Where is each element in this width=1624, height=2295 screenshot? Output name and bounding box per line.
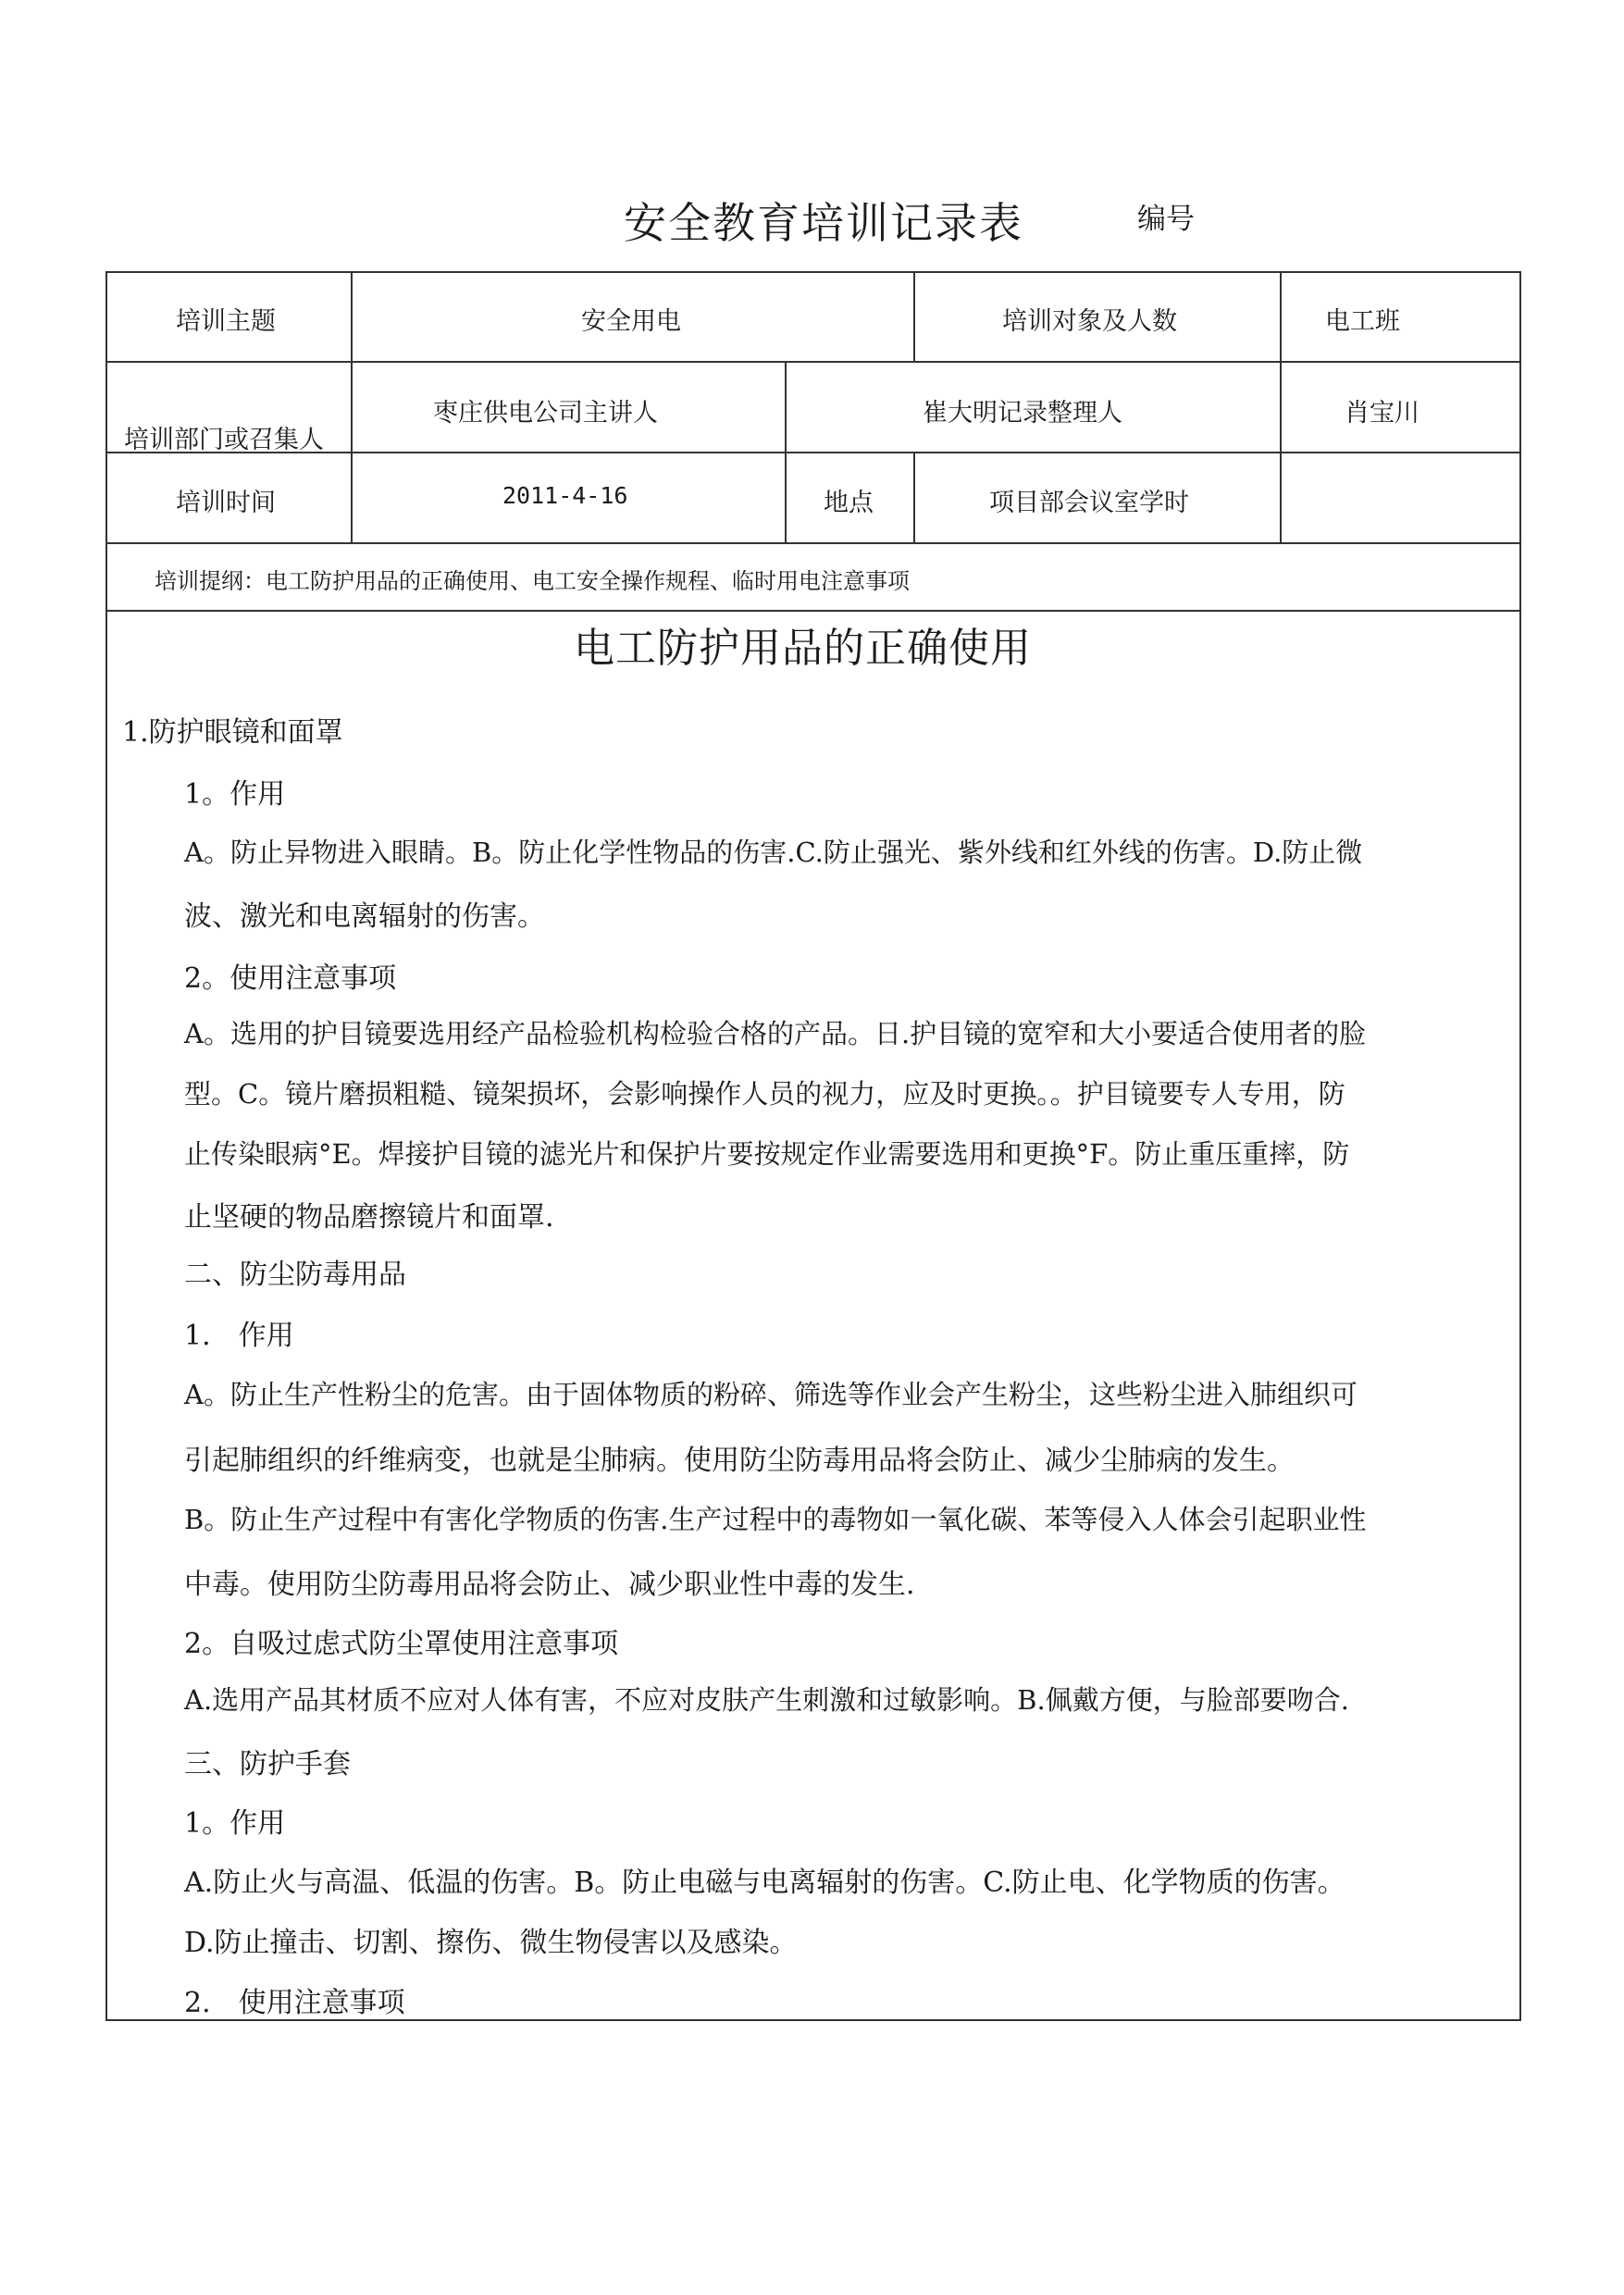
row-divider [105, 542, 1521, 544]
recorder-value: 崔大明记录整理人 [923, 399, 1122, 428]
body-line: A。防止异物进入眼睛。B。防止化学性物品的伤害.C.防止强光、紫外线和红外线的伤害。D.防止微 [184, 837, 1363, 868]
time-value: 2011-4-16 [502, 482, 628, 509]
body-line: 2. 使用注意事项 [184, 1987, 405, 2019]
department-value: 枣庄供电公司主讲人 [433, 399, 658, 428]
section-title: 电工防护用品的正确使用 [574, 625, 1032, 672]
body-line: 二、防尘防毒用品 [184, 1259, 406, 1291]
department-label: 培训部门或召集人 [124, 426, 324, 454]
training-outline: 培训提纲：电工防护用品的正确使用、电工安全操作规程、临时用电注意事项 [155, 568, 910, 594]
body-line: 1。作用 [184, 778, 286, 811]
body-line: A。选用的护目镜要选用经产品检验机构检验合格的产品。日.护目镜的宽窄和大小要适合使用者的脸 [184, 1018, 1367, 1049]
column-divider [1280, 271, 1282, 542]
column-divider [785, 361, 787, 542]
serial-number-label: 编号 [1137, 203, 1195, 236]
body-line: A。防止生产性粉尘的危害。由于固体物质的粉碎、筛选等作业会产生粉尘，这些粉尘进入肺组织可 [184, 1379, 1357, 1410]
body-line: 引起肺组织的纤维病变，也就是尘肺病。使用防尘防毒用品将会防止、减少尘肺病的发生。 [184, 1445, 1295, 1477]
body-line: 止坚硬的物品磨擦镜片和面罩. [184, 1201, 554, 1234]
body-line: D.防止撞击、切割、擦伤、微生物侵害以及感染。 [184, 1927, 798, 1959]
topic-value: 安全用电 [581, 307, 681, 336]
column-divider [913, 452, 915, 542]
topic-label: 培训主题 [176, 307, 276, 336]
organizer-value: 肖宝川 [1345, 399, 1419, 428]
page-title: 安全教育培训记录表 [624, 198, 1023, 248]
audience-label: 培训对象及人数 [1002, 307, 1177, 336]
body-line: 中毒。使用防尘防毒用品将会防止、减少职业性中毒的发生. [184, 1569, 915, 1601]
body-line: A.选用产品其材质不应对人体有害，不应对皮肤产生刺激和过敏影响。B.佩戴方便，与脸部要吻合. [184, 1684, 1349, 1716]
body-line: B。防止生产过程中有害化学物质的伤害.生产过程中的毒物如一氧化碳、苯等侵入人体会引起职业性 [184, 1504, 1367, 1535]
body-line: 1. 作用 [184, 1320, 294, 1352]
body-line: 2。自吸过虑式防尘罩使用注意事项 [184, 1628, 619, 1660]
body-line: 三、防护手套 [184, 1748, 351, 1780]
body-line: A.防止火与高温、低温的伤害。B。防止电磁与电离辐射的伤害。C.防止电、化学物质的伤害。 [184, 1867, 1345, 1899]
body-line: 2。使用注意事项 [184, 962, 397, 995]
body-line: 型。C。镜片磨损粗糙、镜架损坏，会影响操作人员的视力，应及时更换。。护目镜要专人专用，防 [184, 1078, 1345, 1110]
place-value: 项目部会议室学时 [989, 489, 1189, 517]
column-divider [913, 271, 915, 361]
row-divider [105, 610, 1521, 612]
body-line: 止传染眼病°E。焊接护目镜的滤光片和保护片要按规定作业需要选用和更换°F。防止重压重摔，防 [184, 1138, 1350, 1170]
time-label: 培训时间 [176, 489, 276, 517]
body-line: 1。作用 [184, 1807, 286, 1840]
body-line: 波、激光和电离辐射的伤害。 [184, 900, 545, 933]
column-divider [351, 271, 353, 542]
place-label: 地点 [824, 489, 874, 517]
row-divider [105, 361, 1521, 363]
body-line: 1.防护眼镜和面罩 [122, 716, 343, 749]
audience-value: 电工班 [1325, 307, 1400, 336]
